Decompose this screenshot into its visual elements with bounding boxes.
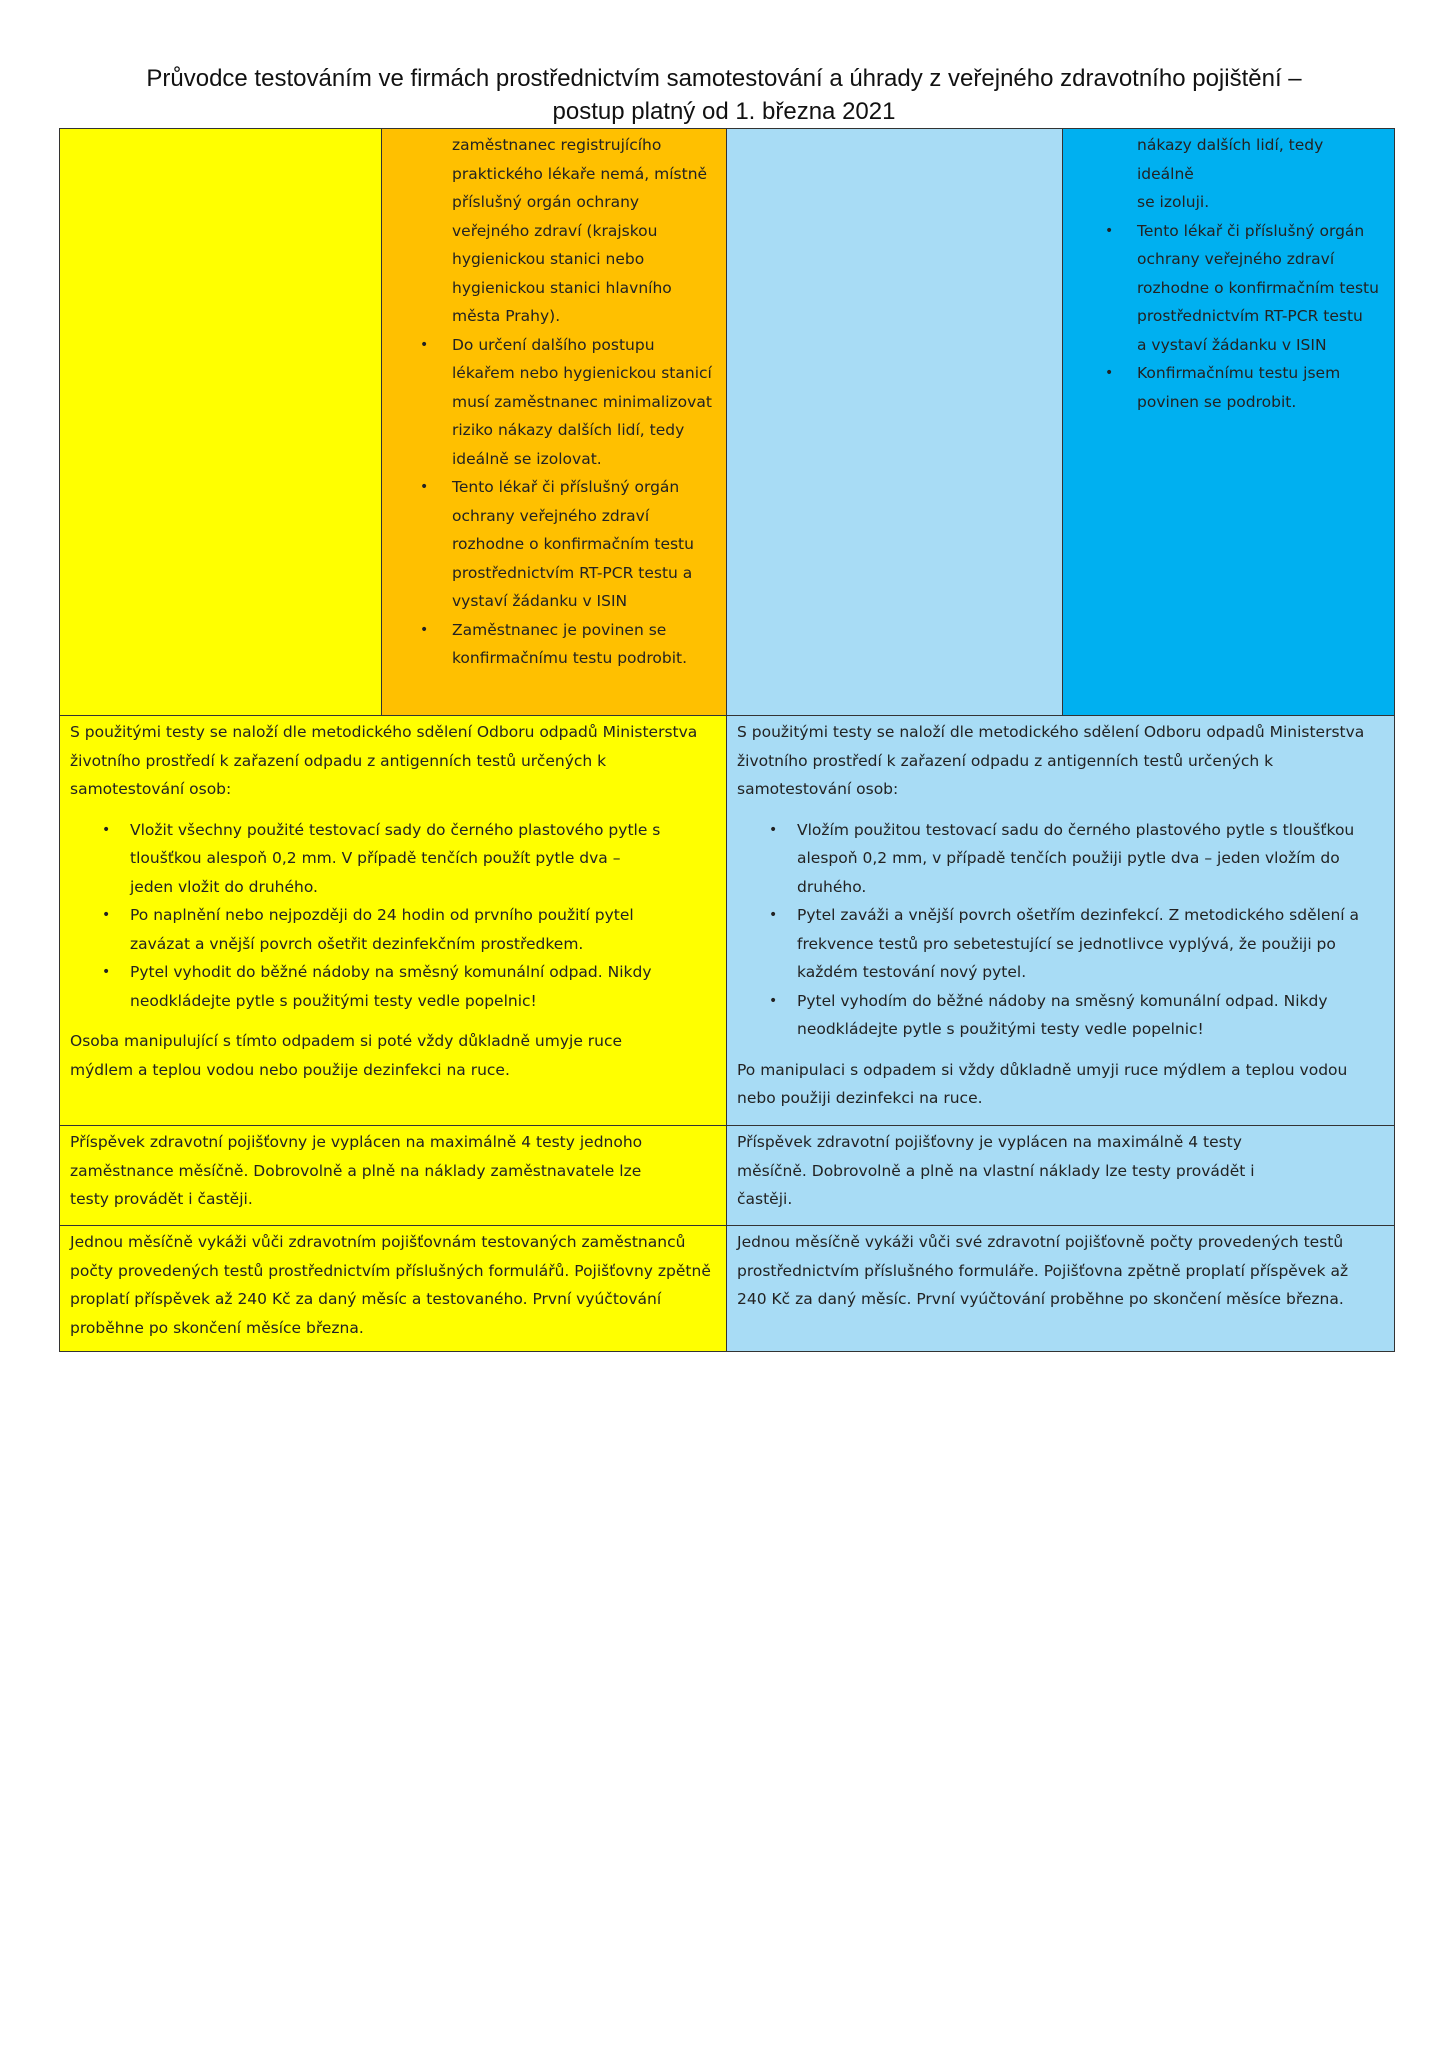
text-line: hygienickou stanici hlavního [452,278,672,297]
title-line-2: postup platný od 1. března 2021 [552,98,896,125]
list-item [452,616,713,673]
list-item [1137,359,1380,416]
row1-col2-cell [381,128,728,717]
row3-left-cell [59,1125,728,1227]
list-item [452,331,713,474]
list-item: • Vložím použitou testovací sadu do černého plastového pytle s tloušťkou alespoň 0,2 mm, v případě tenčích použiji pytle dva – jeden vložím do druhého. [797,816,1374,902]
row1-col2-lead [452,131,713,331]
text-line: se izoluji. [1137,193,1210,211]
list-item: • Pytel zaváži a vnější povrch ošetřím dezinfekcí. Z metodického sdělení a frekvence testů pro sebetestující se jednotlivce vyplývá, že použiji po každém testování nový pytel. [797,901,1374,987]
text-line: riziko nákazy dalších lidí, tedy [452,421,685,439]
contribution-text: Příspěvek zdravotní pojišťovny je vyplácen na maximálně 4 testy měsíčně. Dobrovolně a plně na vlastní náklady lze testy provádět i častěji. [737,1133,1255,1208]
row2-right-cell [726,715,1395,1127]
text-line: příslušný orgán ochrany [452,193,640,211]
waste-bullet-list [130,816,717,1016]
text-line: • Konfirmačnímu testu jsem [1137,364,1341,382]
text-line: ideálně se izolovat. [452,449,602,468]
text-line: města Prahy). [452,307,561,325]
text-line: veřejného zdraví (krajskou [452,221,658,240]
text-line: prostřednictvím RT-PCR testu a [452,563,693,582]
row1-col4-cell [1062,128,1395,717]
text-line: rozhodne o konfirmačním testu [452,535,694,553]
reporting-text: Jednou měsíčně vykáži vůči své zdravotní pojišťovně počty provedených testů prostřednictvím příslušného formuláře. Pojišťovna zpětně proplatí příspěvek až 240 Kč za daný měsíc. První vyúčtování proběhne po skončení měsíce března. [737,1233,1349,1308]
row4-right-cell [726,1225,1395,1352]
text-line: hygienickou stanici nebo [452,250,645,268]
row4-left-cell [59,1225,728,1352]
text-line: prostřednictvím RT-PCR testu [1137,307,1363,325]
row1-col1-cell [59,128,383,717]
document-title [60,62,1388,128]
list-item: • Pytel vyhodím do běžné nádoby na směsný komunální odpad. Nikdy neodkládejte pytle s použitými testy vedle popelnic! [797,987,1374,1044]
reporting-text: Jednou měsíčně vykáži vůči zdravotním pojišťovnám testovaných zaměstnanců počty provedených testů prostřednictvím příslušných formulářů. Pojišťovny zpětně proplatí příspěvek až 240 Kč za daný měsíc a testovaného. První vyúčtování proběhne po skončení měsíce března. [70,1233,711,1337]
text-line: ochrany veřejného zdraví [452,506,650,525]
waste-intro-text: S použitými testy se naloží dle metodického sdělení Odboru odpadů Ministerstva životního prostředí k zařazení odpadu z antigenních testů určených k samotestování osob: [70,723,698,798]
waste-outro-text: Osoba manipulující s tímto odpadem si poté vždy důkladně umyje ruce mýdlem a teplou vodou nebo použije dezinfekci na ruce. [70,1032,623,1079]
text-line: vystaví žádanku v ISIN [452,592,628,610]
list-item: • Po naplnění nebo nejpozději do 24 hodin od prvního použití pytel zavázat a vnější povrch ošetřit dezinfekčním prostředkem. [130,901,667,958]
text-line: povinen se podrobit. [1137,392,1297,411]
text-line: lékařem nebo hygienickou stanicí [452,364,712,382]
list-item: • Vložit všechny použité testovací sady do černého plastového pytle s tloušťkou alespoň 0,2 mm. V případě tenčích použít pytle dva – jeden vložit do druhého. [130,816,667,902]
row1-col4-bullet-list [1137,217,1380,417]
text-line: • Tento lékař či příslušný orgán [1137,221,1365,240]
text-line: • Do určení dalšího postupu [452,335,655,354]
text-line: • Zaměstnanec je povinen se [452,620,667,639]
text-line: konfirmačnímu testu podrobit. [452,649,688,667]
row1-col3-cell [726,128,1064,717]
row1-col4-lead [1137,131,1380,217]
waste-bullet-list [797,816,1384,1044]
text-line: praktického lékaře nemá, místně [452,164,708,183]
text-line: musí zaměstnanec minimalizovat [452,392,712,411]
row1-col2-bullet-list [452,331,713,673]
text-line: a vystaví žádanku v ISIN [1137,335,1327,354]
waste-intro-text: S použitými testy se naloží dle metodického sdělení Odboru odpadů Ministerstva životního prostředí k zařazení odpadu z antigenních testů určených k samotestování osob: [737,723,1365,798]
title-line-1: Průvodce testováním ve firmách prostřednictvím samotestování a úhrady z veřejného zdravotního pojištění – [146,65,1302,92]
guide-table [59,128,1395,1352]
row2-left-cell [59,715,728,1127]
text-line: • Tento lékař či příslušný orgán [452,478,680,496]
text-line: zaměstnanec registrujícího [452,136,662,154]
row3-right-cell [726,1125,1395,1227]
text-line: rozhodne o konfirmačním testu [1137,278,1379,297]
text-line: nákazy dalších lidí, tedy ideálně [1137,136,1324,183]
list-item [1137,217,1380,360]
text-line: ochrany veřejného zdraví [1137,250,1335,268]
list-item: • Pytel vyhodit do běžné nádoby na směsný komunální odpad. Nikdy neodkládejte pytle s použitými testy vedle popelnic! [130,958,667,1015]
contribution-text: Příspěvek zdravotní pojišťovny je vyplácen na maximálně 4 testy jednoho zaměstnance měsíčně. Dobrovolně a plně na náklady zaměstnavatele lze testy provádět i častěji. [70,1133,643,1208]
waste-outro-text: Po manipulaci s odpadem si vždy důkladně umyji ruce mýdlem a teplou vodou nebo použiji dezinfekci na ruce. [737,1060,1348,1107]
list-item [452,473,713,616]
